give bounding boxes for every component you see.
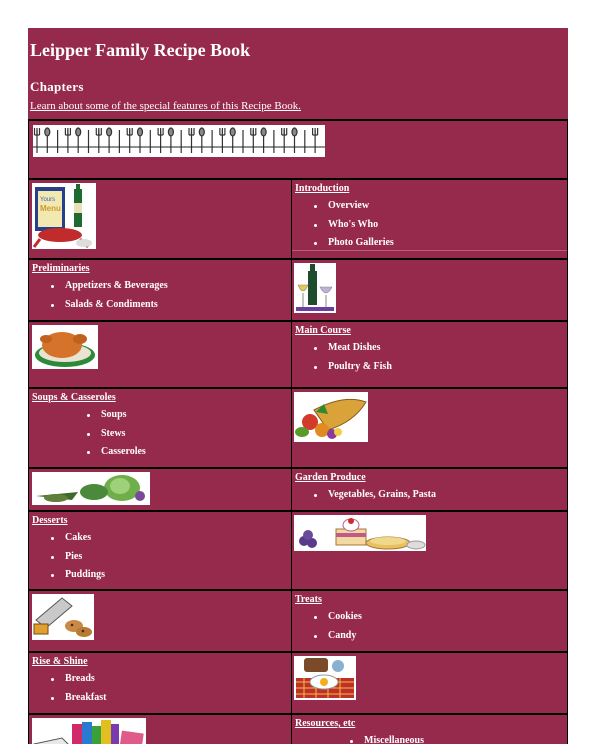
soups-link[interactable]: Soups — [87, 406, 146, 425]
spoon-head — [292, 128, 297, 136]
banner-cell — [28, 121, 568, 178]
books-image-cell — [28, 715, 292, 744]
dessert-spread-image — [294, 515, 426, 551]
breakfast-plate-image — [294, 656, 356, 700]
cornucopia-image — [294, 392, 368, 442]
recipe-book-page — [28, 28, 568, 744]
candy-link[interactable]: Candy — [314, 627, 362, 646]
garden-produce-cell — [292, 469, 568, 510]
spoon-head — [138, 128, 143, 136]
stews-link[interactable]: Stews — [87, 425, 146, 444]
special-features-link[interactable]: Learn about some of the special features of this Recipe Book. — [30, 100, 301, 112]
whos-who-link[interactable]: Who's Who — [314, 216, 394, 235]
inner-rule — [292, 250, 567, 251]
spoon-head — [261, 128, 266, 136]
treats-list — [314, 608, 362, 645]
main-course-cell — [292, 322, 568, 387]
resources-link[interactable]: Resources, etc — [295, 718, 356, 729]
row-garden — [28, 469, 568, 512]
roast-turkey-image — [32, 325, 98, 369]
vegetables-grains-pasta-link[interactable]: Vegetables, Grains, Pasta — [314, 486, 436, 505]
cookies-link[interactable]: Cookies — [314, 608, 362, 627]
utensil-banner-image — [33, 125, 325, 157]
spoon-head — [168, 128, 173, 136]
overview-link[interactable]: Overview — [314, 197, 394, 216]
cookies-image-cell — [28, 591, 292, 651]
svg-text:Yours: Yours — [40, 197, 56, 203]
main-course-link[interactable]: Main Course — [295, 325, 351, 336]
turkey-image-cell — [28, 322, 292, 387]
svg-text:Menu: Menu — [40, 204, 61, 213]
banner-row — [28, 121, 568, 180]
cabbage-vegetables-image — [32, 472, 150, 505]
preliminaries-cell — [28, 260, 292, 320]
row-rise-shine — [28, 653, 568, 715]
desserts-list — [51, 529, 105, 585]
row-introduction — [28, 180, 568, 260]
veggies-image-cell — [28, 469, 292, 510]
rise-shine-cell — [28, 653, 292, 713]
spoon-head — [76, 128, 81, 136]
desserts-cell — [28, 512, 292, 589]
spoon-head — [107, 128, 112, 136]
miscellaneous-link[interactable]: Miscellaneous — [350, 732, 424, 744]
row-preliminaries — [28, 260, 568, 322]
cornucopia-image-cell — [292, 389, 568, 467]
row-resources — [28, 715, 568, 744]
cookie-sheet-image — [32, 594, 94, 640]
introduction-link[interactable]: Introduction — [295, 183, 350, 194]
casseroles-link[interactable]: Casseroles — [87, 443, 146, 462]
garden-produce-list — [314, 486, 436, 505]
rise-shine-list — [51, 670, 106, 707]
treats-link[interactable]: Treats — [295, 594, 322, 605]
resources-cell — [292, 715, 568, 744]
spoon-head — [199, 128, 204, 136]
garden-produce-link[interactable]: Garden Produce — [295, 472, 366, 483]
chapters-heading: Chapters — [30, 79, 84, 94]
treats-cell — [292, 591, 568, 651]
soups-list — [87, 406, 146, 462]
appetizers-link[interactable]: Appetizers & Beverages — [51, 277, 168, 296]
poultry-fish-link[interactable]: Poultry & Fish — [314, 358, 392, 377]
breakfast-link[interactable]: Breakfast — [51, 689, 106, 708]
chapters-grid — [28, 119, 568, 744]
puddings-link[interactable]: Puddings — [51, 566, 105, 585]
dessert-image-cell — [292, 512, 568, 589]
salads-link[interactable]: Salads & Condiments — [51, 296, 168, 315]
menu-lobster-image — [32, 183, 96, 249]
breads-link[interactable]: Breads — [51, 670, 106, 689]
breakfast-image-cell — [292, 653, 568, 713]
soups-casseroles-link[interactable]: Soups & Casseroles — [32, 392, 116, 403]
soups-cell — [28, 389, 292, 467]
introduction-list — [314, 197, 394, 253]
cakes-link[interactable]: Cakes — [51, 529, 105, 548]
spoon-head — [230, 128, 235, 136]
row-treats — [28, 591, 568, 653]
main-course-list — [314, 339, 392, 376]
stacked-books-image — [32, 718, 146, 744]
desserts-link[interactable]: Desserts — [32, 515, 68, 526]
resources-list — [350, 732, 424, 744]
wine-bottle-image — [294, 263, 336, 313]
row-main-course — [28, 322, 568, 389]
menu-image-cell — [28, 180, 292, 258]
preliminaries-list — [51, 277, 168, 314]
photo-galleries-link[interactable]: Photo Galleries — [314, 234, 394, 253]
wine-image-cell — [292, 260, 568, 320]
page-title: Leipper Family Recipe Book — [30, 40, 251, 60]
spoon-head — [45, 128, 50, 136]
rise-shine-link[interactable]: Rise & Shine — [32, 656, 88, 667]
meat-dishes-link[interactable]: Meat Dishes — [314, 339, 392, 358]
pies-link[interactable]: Pies — [51, 548, 105, 567]
preliminaries-link[interactable]: Preliminaries — [32, 263, 90, 274]
row-desserts — [28, 512, 568, 591]
introduction-cell — [292, 180, 568, 258]
row-soups — [28, 389, 568, 469]
